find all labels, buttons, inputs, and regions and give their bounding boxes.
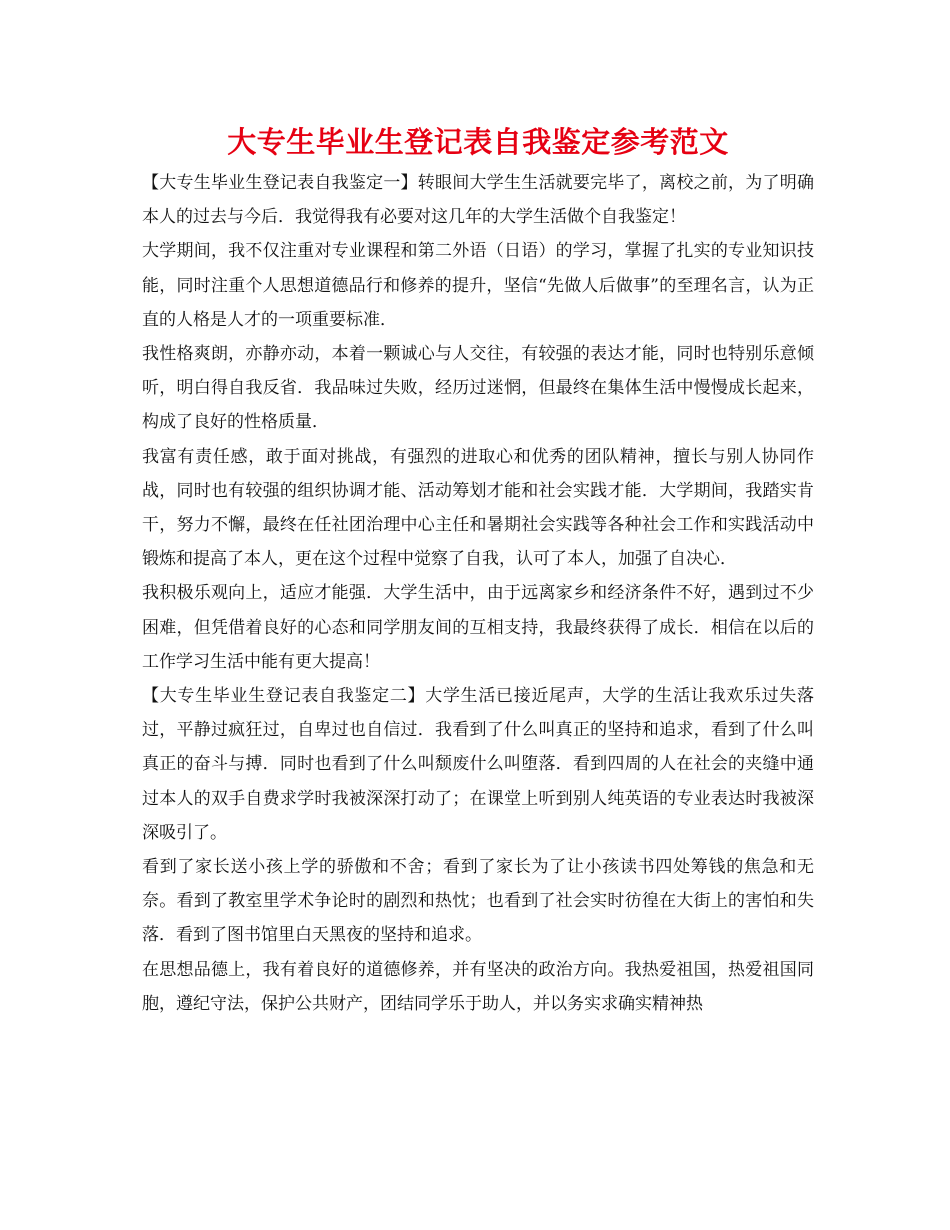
document-page [142,120,814,1021]
paragraph-5: 我积极乐观向上，适应才能强．大学生活中，由于远离家乡和经济条件不好，遇到过不少困难，但凭借着良好的心态和同学朋友间的互相支持，我最终获得了成长．相信在以后的工作学习生活中能有更大提高！ [142,583,814,672]
paragraph-3: 我性格爽朗，亦静亦动，本着一颗诚心与人交往，有较强的表达才能，同时也特别乐意倾听，明白得自我反省．我品味过失败，经历过迷惘，但最终在集体生活中慢慢成长起来，构成了良好的性格质量． [142,344,814,433]
paragraph-2: 大学期间，我不仅注重对专业课程和第二外语（日语）的学习，掌握了扎实的专业知识技能，同时注重个人思想道德品行和修养的提升，坚信“先做人后做事”的至理名言，认为正直的人格是人才的一项重要标准． [142,241,814,330]
paragraph-1: 【大专生毕业生登记表自我鉴定一】转眼间大学生生活就要完毕了，离校之前，为了明确本人的过去与今后．我觉得我有必要对这几年的大学生活做个自我鉴定！ [142,173,814,228]
paragraph-7: 看到了家长送小孩上学的骄傲和不舍；看到了家长为了让小孩读书四处筹钱的焦急和无奈。看到了教室里学术争论时的剧烈和热忱；也看到了社会实时彷徨在大街上的害怕和失落．看到了图书馆里白天黑夜的坚持和追求。 [142,857,814,946]
paragraph-8: 在思想品德上，我有着良好的道德修养，并有坚决的政治方向。我热爱祖国，热爱祖国同胞，遵纪守法，保护公共财产，团结同学乐于助人，并以务实求确实精神热 [142,959,814,1014]
paragraph-6: 【大专生毕业生登记表自我鉴定二】大学生活已接近尾声，大学的生活让我欢乐过失落过，平静过疯狂过，自卑过也自信过．我看到了什么叫真正的坚持和追求，看到了什么叫真正的奋斗与搏．同时也看到了什么叫颓废什么叫堕落．看到四周的人在社会的夹缝中通过本人的双手自费求学时我被深深打动了；在课堂上听到别人纯英语的专业表达时我被深深吸引了。 [142,686,814,843]
paragraph-4: 我富有责任感，敢于面对挑战，有强烈的进取心和优秀的团队精神，擅长与别人协同作战，同时也有较强的组织协调才能、活动筹划才能和社会实践才能．大学期间，我踏实肯干，努力不懈，最终在任社团治理中心主任和暑期社会实践等各种社会工作和实践活动中锻炼和提高了本人，更在这个过程中觉察了自我，认可了本人，加强了自决心． [142,446,814,570]
document-title: 大专生毕业生登记表自我鉴定参考范文 [227,125,729,159]
